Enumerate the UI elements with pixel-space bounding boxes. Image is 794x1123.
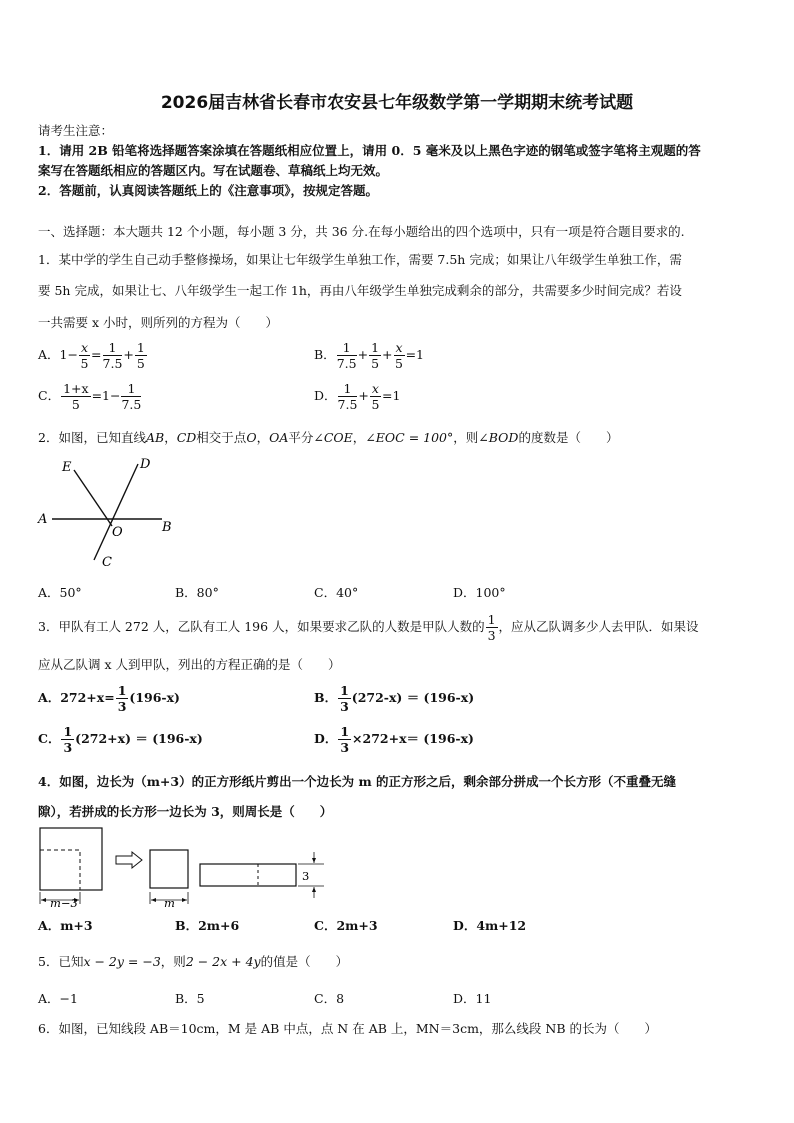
q2-option-a[interactable]: A．50° [38,585,82,600]
q4-option-a[interactable]: A．m+3 [38,918,93,933]
label-c: C [102,555,112,570]
label-e: E [62,460,72,475]
q4-figure [34,822,334,914]
q4-option-b[interactable]: B．2m+6 [175,918,240,933]
q4-option-c[interactable]: C．2m+3 [314,918,378,933]
q4-option-d[interactable]: D．4m+12 [453,918,527,933]
cut-line [40,850,80,890]
q1-line-3: 一共需要 x 小时，则所列的方程为（ ） [38,315,278,330]
q6-line: 6．如图，已知线段 AB＝10cm，M 是 AB 中点，点 N 在 AB 上，MN＝3cm，那么线段 NB 的长为（ ） [38,1021,657,1036]
label-d: D [140,457,151,472]
q5-option-b[interactable]: B．5 [175,991,205,1006]
q2-option-c[interactable]: C．40° [314,585,359,600]
q2-line: 2．如图，已知直线AB，CD相交于点O，OA平分∠COE，∠EOC = 100°，则∠BOD的度数是（ ） [38,430,619,445]
q4-line-2: 隙），若拼成的长方形一边长为 3，则周长是（ ） [38,804,333,819]
q5-option-d[interactable]: D．11 [453,991,492,1006]
big-square [40,828,102,890]
label-o: O [112,525,123,540]
q1-option-a[interactable]: A．1− $\frac{x}{5}$ = $\frac{1}{7.5}$ + $\frac{1}{5}$ [38,340,145,371]
q1-option-c[interactable]: C． $\frac{1+x}{5}$ =1− $\frac{1}{7.5}$ [38,381,142,412]
q5-option-c[interactable]: C．8 [314,991,345,1006]
small-square [150,850,188,888]
section-heading: 一、选择题：本大题共 12 个小题，每小题 3 分，共 36 分.在每小题给出的四个选项中，只有一项是符合题目要求的. [38,224,685,239]
q2-option-b[interactable]: B．80° [175,585,219,600]
label-b: B [162,520,172,535]
q5-line: 5．已知x − 2y = −3，则2 − 2x + 4y的值是（ ） [38,954,349,969]
q2-option-d[interactable]: D．100° [453,585,506,600]
q1-line-1: 1．某中学的学生自己动手整修操场，如果让七年级学生单独工作，需要 7.5h 完成；如果让八年级学生单独工作，需 [38,252,682,267]
arrow-icon [116,852,142,868]
notice-line-2: 2．答题前，认真阅读答题纸上的《注意事项》，按规定答题。 [38,183,378,198]
line-cd [94,464,138,560]
q3-line-1: 3．甲队有工人 272 人，乙队有工人 196 人，如果要求乙队的人数是甲队人数的 $\frac{1}{3}$ ，应从乙队调多少人去甲队．如果设 [38,612,699,643]
label-a: A [38,512,48,527]
notice-heading: 请考生注意： [38,123,114,138]
ray-oe [74,470,112,526]
label-m: m [164,896,175,910]
page-title: 2026届吉林省长春市农安县七年级数学第一学期期末统考试题 [160,93,634,113]
q5-option-a[interactable]: A．−1 [38,991,78,1006]
q3-option-a[interactable]: A．272+x= $\frac{1}{3}$ (196-x) [38,683,180,714]
q1-line-2: 要 5h 完成，如果让七、八年级学生一起工作 1h，再由八年级学生单独完成剩余的部分，共需要多少时间完成？若设 [38,283,682,298]
q2-figure [34,452,174,572]
notice-line-1a: 1．请用 2B 铅笔将选择题答案涂填在答题纸相应位置上，请用 0．5 毫米及以上黑色字迹的钢笔或签字笔将主观题的答 [38,143,701,158]
q3-option-c[interactable]: C． $\frac{1}{3}$ (272+x) ＝ (196-x) [38,724,203,755]
label-3: 3 [302,869,310,883]
q3-line-2: 应从乙队调 x 人到甲队，列出的方程正确的是（ ） [38,657,341,672]
q4-line-1: 4．如图，边长为（m+3）的正方形纸片剪出一个边长为 m 的正方形之后，剩余部分拼成一个长方形（不重叠无缝 [38,774,677,789]
notice-line-1b: 案写在答题纸相应的答题区内。写在试题卷、草稿纸上均无效。 [38,163,389,178]
q3-option-b[interactable]: B． $\frac{1}{3}$ (272-x) ＝ (196-x) [314,683,475,714]
rectangle [200,864,296,886]
label-m-minus-3: m−3 [50,896,78,910]
q1-option-b[interactable]: B． $\frac{1}{7.5}$ + $\frac{1}{5}$ + $\frac{x}{5}$ =1 [314,340,424,371]
q1-option-d[interactable]: D． $\frac{1}{7.5}$ + $\frac{x}{5}$ =1 [314,381,401,412]
q3-option-d[interactable]: D． $\frac{1}{3}$ ×272+x＝ (196-x) [314,724,474,755]
